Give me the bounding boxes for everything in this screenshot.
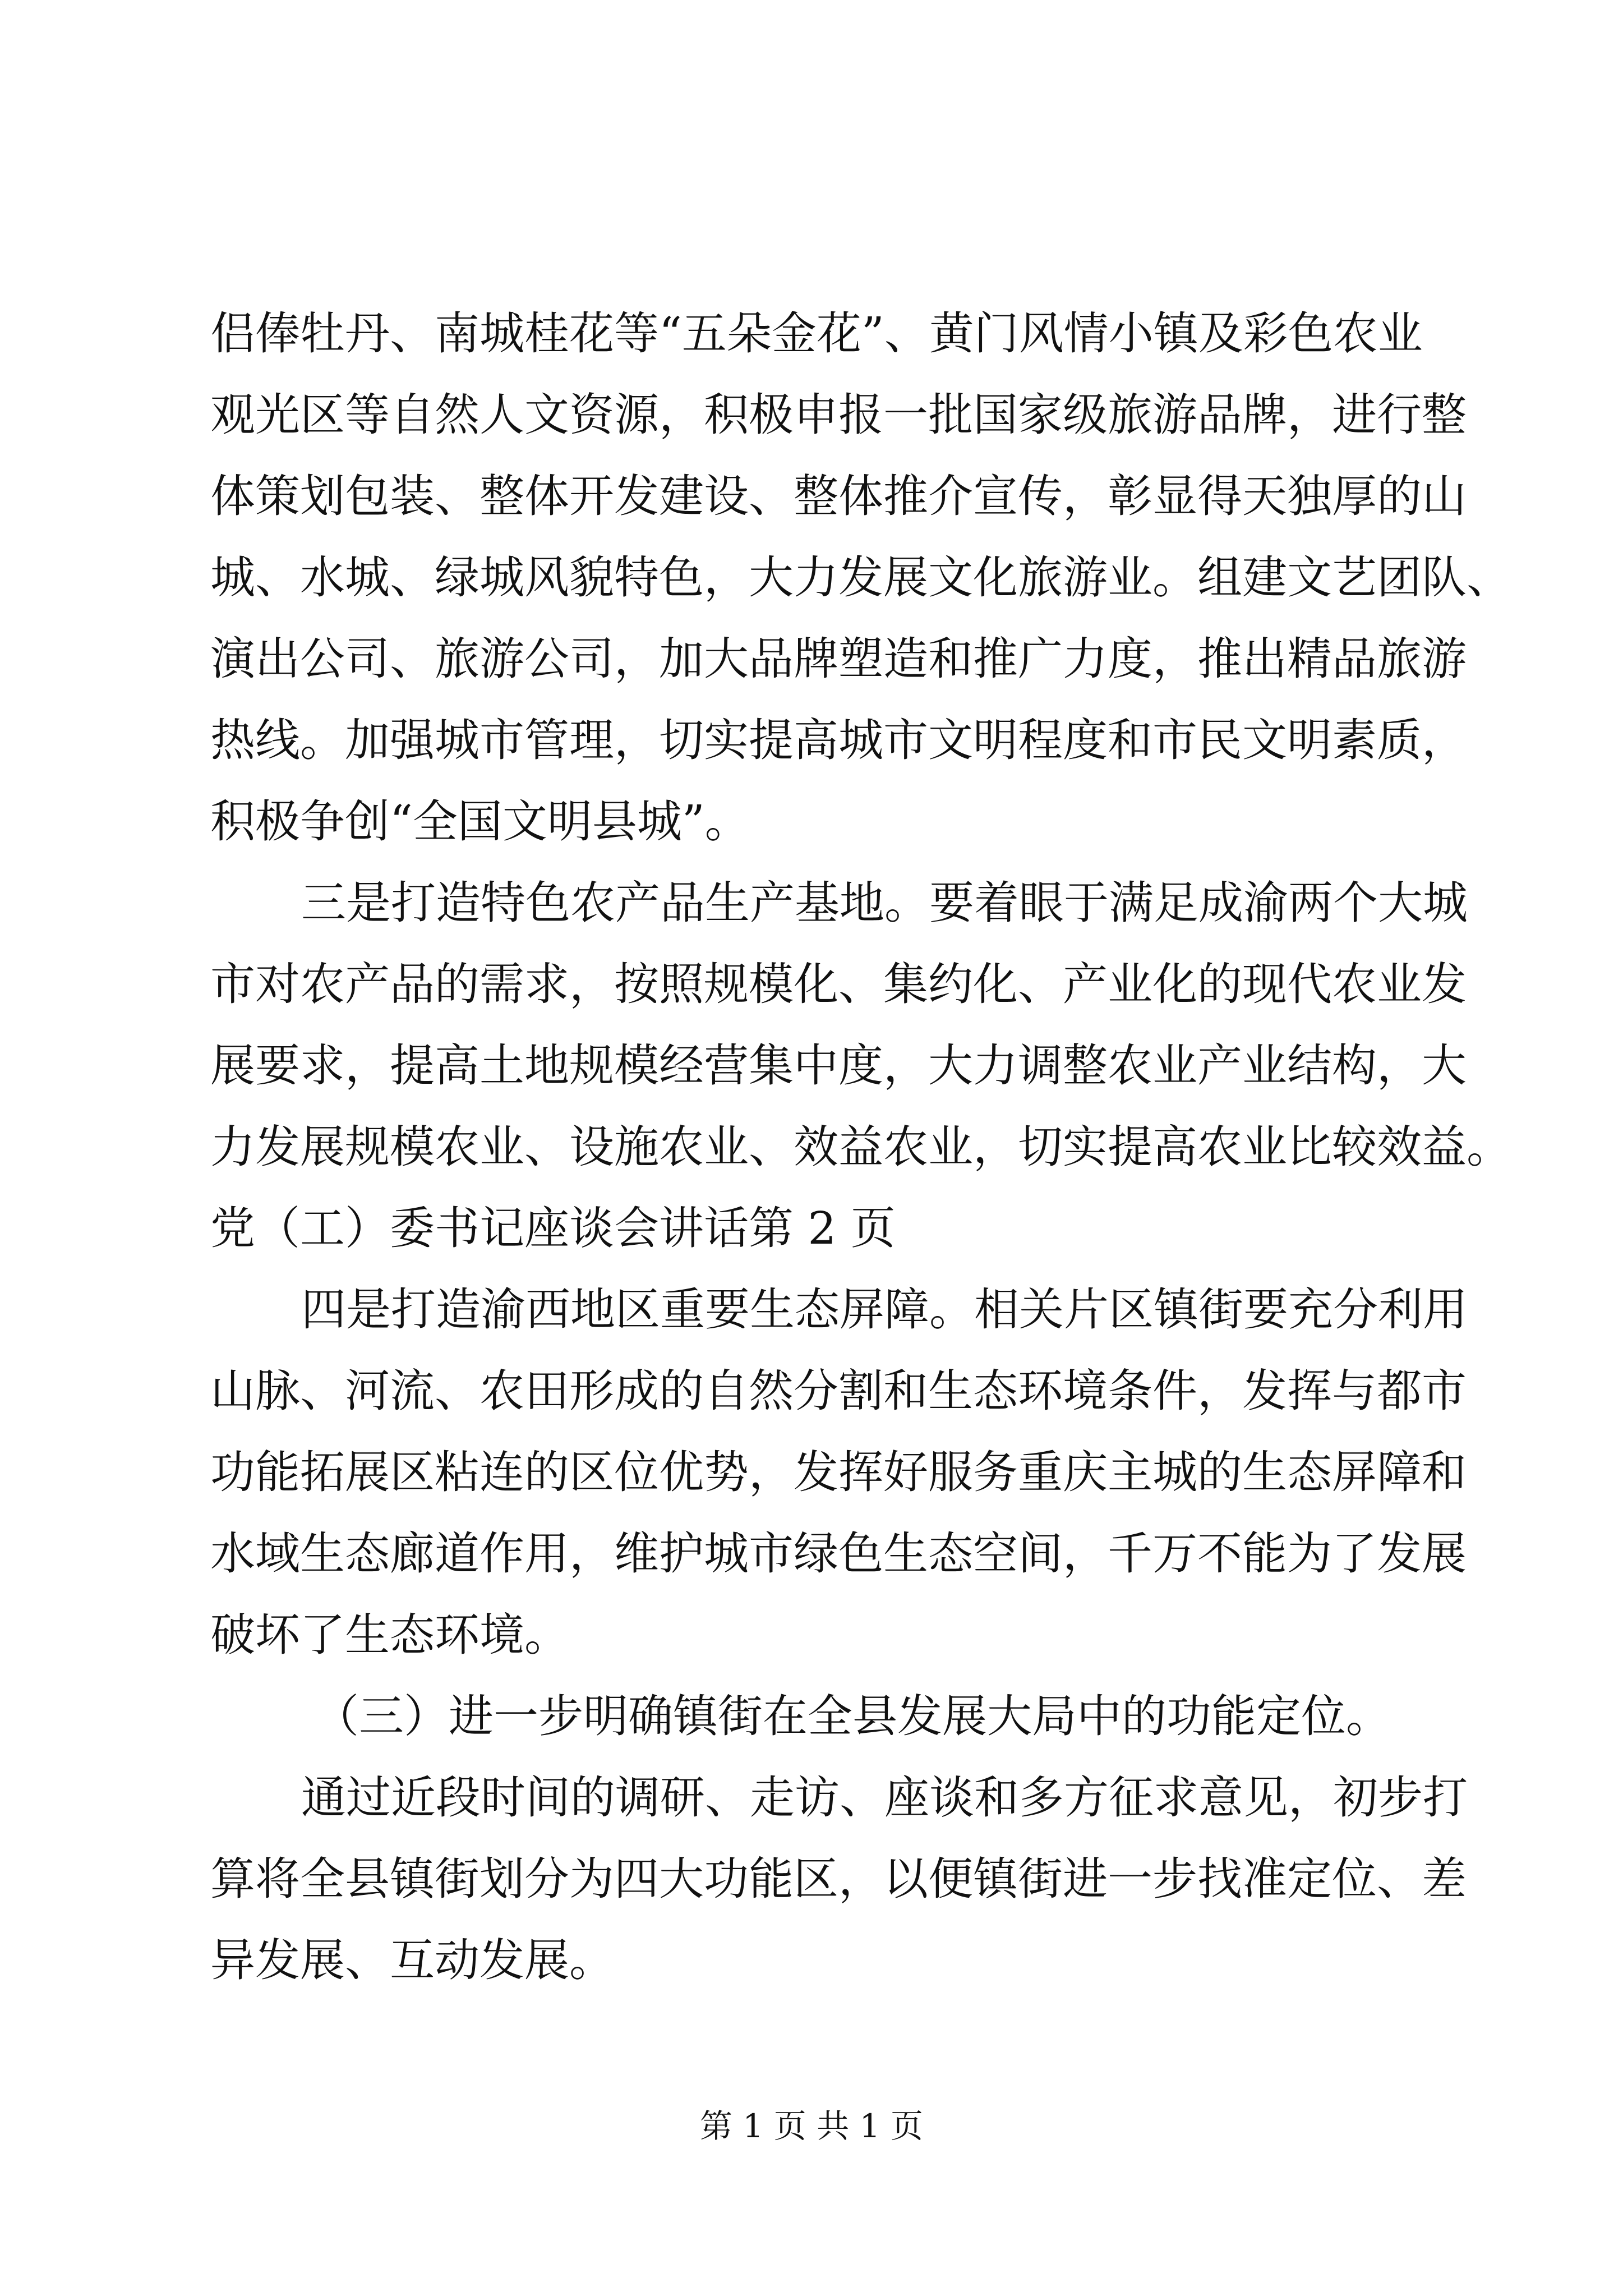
page-footer: 第 1 页 共 1 页	[700, 2107, 923, 2145]
body-text-line: 异发展、互动发展。	[210, 1934, 614, 1986]
page-reference-line: 党（工）委书记座谈会讲话第 2 页	[210, 1202, 896, 1254]
section-heading: （三）进一步明确镇街在全县发展大局中的功能定位。	[314, 1690, 1391, 1742]
body-text-line: 体策划包装、整体开发建设、整体推介宣传，彰显得天独厚的山	[210, 470, 1467, 522]
body-text-line: 观光区等自然人文资源，积极申报一批国家级旅游品牌，进行整	[210, 389, 1467, 441]
body-text-line: 山脉、河流、农田形成的自然分割和生态环境条件，发挥与都市	[210, 1365, 1467, 1417]
body-text-line: 市对农产品的需求，按照规模化、集约化、产业化的现代农业发	[210, 958, 1467, 1010]
body-text-line: 功能拓展区粘连的区位优势，发挥好服务重庆主城的生态屏障和	[210, 1446, 1467, 1498]
body-text-line: 城、水城、绿城风貌特色，大力发展文化旅游业。组建文艺团队、	[210, 551, 1511, 604]
body-text-line: 力发展规模农业、设施农业、效益农业，切实提高农业比较效益。	[210, 1121, 1511, 1173]
paragraph-first-line: 通过近段时间的调研、走访、座谈和多方征求意见，初步打	[301, 1772, 1468, 1824]
body-text-line: 展要求，提高土地规模经营集中度，大力调整农业产业结构，大	[210, 1039, 1467, 1092]
body-text-line: 积极争创“全国文明县城”。	[210, 795, 750, 848]
body-text-line: 破坏了生态环境。	[210, 1609, 569, 1661]
body-text-line: 侣俸牡丹、南城桂花等“五朵金花”、黄门风情小镇及彩色农业	[210, 307, 1423, 360]
body-text-line: 热线。加强城市管理，切实提高城市文明程度和市民文明素质，	[210, 714, 1467, 766]
paragraph-first-line: 四是打造渝西地区重要生态屏障。相关片区镇街要充分利用	[301, 1283, 1468, 1336]
body-text-line: 算将全县镇街划分为四大功能区，以便镇街进一步找准定位、差	[210, 1853, 1467, 1905]
body-text-line: 水域生态廊道作用，维护城市绿色生态空间，千万不能为了发展	[210, 1527, 1467, 1580]
paragraph-first-line: 三是打造特色农产品生产基地。要着眼于满足成渝两个大城	[301, 877, 1468, 929]
body-text-line: 演出公司、旅游公司，加大品牌塑造和推广力度，推出精品旅游	[210, 633, 1467, 685]
